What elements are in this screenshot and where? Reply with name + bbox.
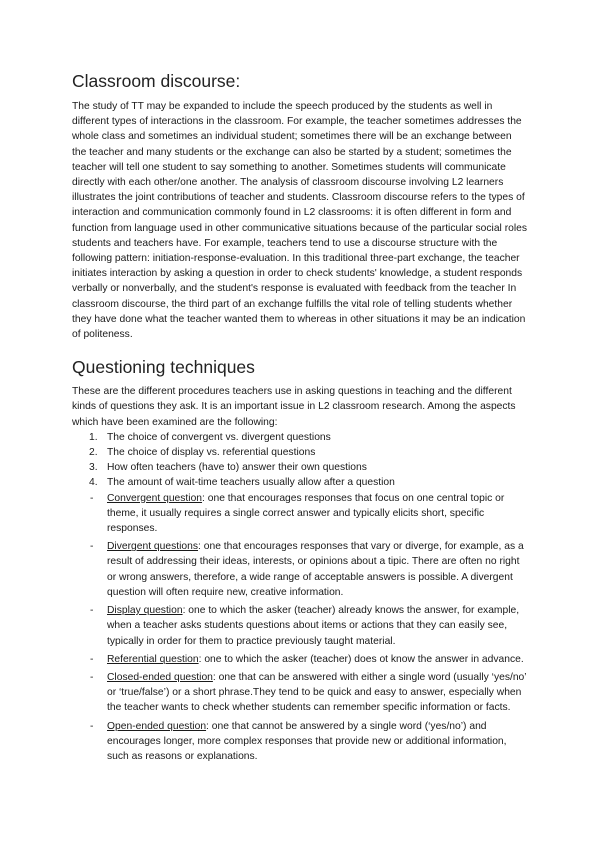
term-referential-question: Referential question (107, 653, 199, 665)
term-divergent-questions: Divergent questions (107, 541, 199, 553)
definition-item-open-ended (72, 719, 528, 765)
definition-item-display (72, 603, 528, 649)
definition-text: : one that cannot be answered by a single word (‘yes/no’) and encourages longer, more complex responses that provide new or additional information, such as reasons or explanations. (107, 720, 507, 762)
definition-text: : one to which the asker (teacher) already knows the answer, for example, when a teacher asks students questions about items or actions that they can easily see, typically in order for them to practice previously taught material. (107, 605, 520, 647)
list-number: 2. (89, 447, 98, 459)
term-closed-ended-question: Closed-ended question (107, 671, 213, 683)
dash-bullet: - (90, 605, 94, 617)
list-item (72, 460, 528, 475)
list-item-text: The amount of wait-time teachers usually allow after a question (107, 477, 395, 489)
list-item (72, 475, 528, 490)
definition-text: : one to which the asker (teacher) does ot know the answer in advance. (198, 653, 524, 665)
term-open-ended-question: Open-ended question (107, 720, 207, 732)
dash-bullet: - (90, 720, 94, 732)
list-item (72, 430, 528, 445)
dash-bullet: - (90, 492, 94, 504)
dash-bullet: - (90, 653, 94, 665)
dash-bullet: - (90, 671, 94, 683)
heading-questioning-techniques: Questioning techniques (72, 357, 255, 378)
numbered-list-aspects (72, 430, 528, 491)
definition-item-convergent (72, 491, 528, 537)
dash-bullet: - (90, 541, 94, 553)
list-number: 1. (89, 431, 98, 443)
definition-item-referential (72, 652, 528, 667)
definition-text: : one that can be answered with either a single word (usually ‘yes/no’ or ‘true/false’) or a short phrase.They tend to be quick and easy to answer, especially when the teacher wants to check whether students can remember specific information or facts. (107, 671, 527, 714)
list-number: 3. (89, 462, 98, 474)
list-item (72, 445, 528, 460)
list-item-text: How often teachers (have to) answer their own questions (107, 462, 367, 474)
definition-text: : one that encourages responses that vary or diverge, for example, as a result of addressing their ideas, interests, or opinions about a tipic. There are often no right or wrong answers, therefore, a wide range of acceptable answers is possible. A divergent question will often require new, creative information. (107, 541, 524, 598)
document-content (72, 70, 528, 767)
paragraph-questioning-intro: These are the different procedures teachers use in asking questions in teaching and the different kinds of questions they ask. It is an important issue in L2 classroom research. Among the aspects which have been examined are the following: (72, 386, 516, 428)
heading-classroom-discourse: Classroom discourse: (72, 71, 241, 91)
list-number: 4. (89, 477, 98, 489)
paragraph-classroom-discourse: The study of TT may be expanded to include the speech produced by the students as well in different types of interactions in the classroom. For example, the teacher sometimes addresses the whole class and sometimes an individual student; sometimes there will be an exchange between the teacher and many students or the exchange can also be started by a student; sometimes the teacher will tell one student to say something to another. Sometimes students will communicate directly with each other/one another. The analysis of classroom discourse involving L2 learners illustrates the joint contributions of teacher and students. Classroom discourse refers to the types of interaction and communication commonly found in L2 classrooms: it is often different in form and function from language used in other communicative situations because of the particular social roles students and teachers have. For example, teachers tend to use a discourse structure with the following pattern: initiation-response-evaluation. In this traditional three-part exchange, the teacher initiates interaction by asking a question in order to check students' knowledge, a student responds verbally or nonverbally, and the student's response is evaluated with feedback from the teacher In classroom discourse, the third part of an exchange fulfills the vital role of telling students whether they have done what the teacher wanted them to whereas in other situations it may be an indication of politeness. (72, 101, 528, 341)
dash-list-question-types (72, 491, 528, 764)
definition-item-closed-ended (72, 670, 528, 716)
definition-text: : one that encourages responses that focus on one central topic or theme, it usually requires a single correct answer and typically elicits short, specific responses. (107, 492, 505, 535)
definition-item-divergent (72, 539, 528, 600)
list-item-text: The choice of convergent vs. divergent questions (107, 431, 331, 443)
list-item-text: The choice of display vs. referential questions (107, 447, 316, 459)
term-display-question: Display question (107, 605, 183, 617)
term-convergent-question: Convergent question (107, 492, 203, 504)
